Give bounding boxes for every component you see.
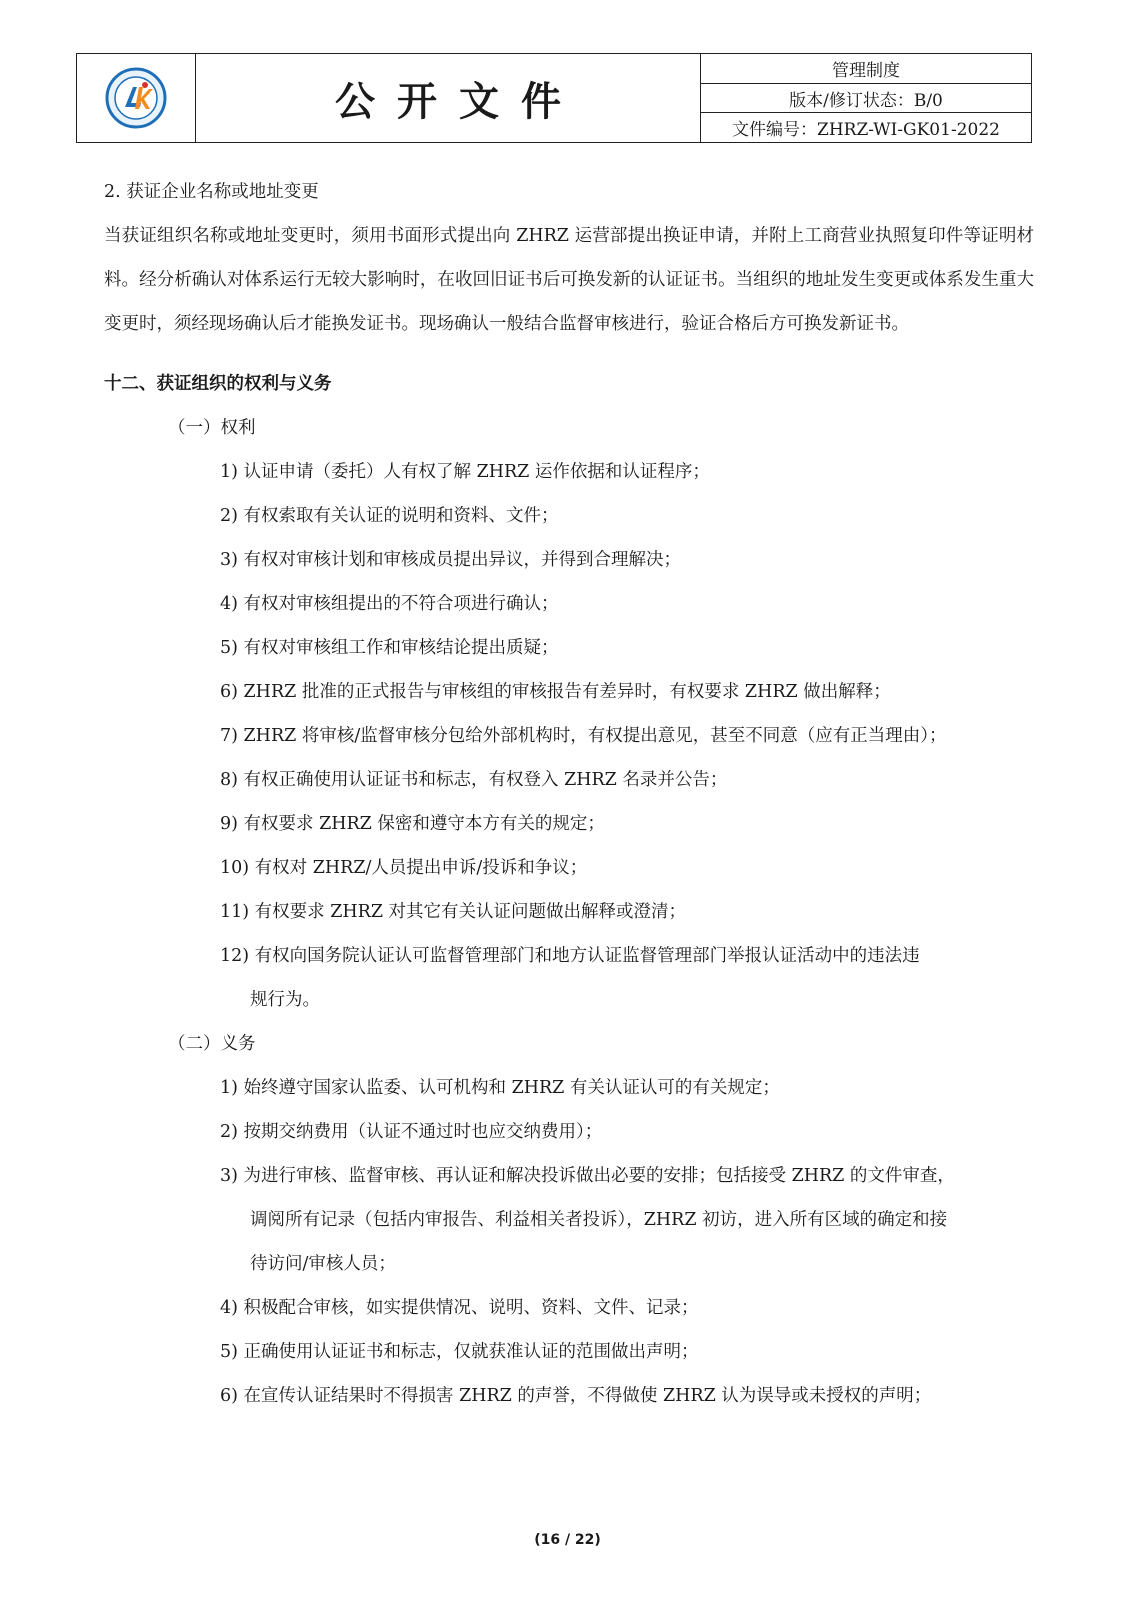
duties-item: 4) 积极配合审核，如实提供情况、说明、资料、文件、记录； bbox=[220, 1298, 699, 1318]
duties-item: 6) 在宣传认证结果时不得损害 ZHRZ 的声誉，不得做使 ZHRZ 认为误导或未授权的声明； bbox=[220, 1386, 932, 1406]
duties-item-continuation: 调阅所有记录（包括内审报告、利益相关者投诉），ZHRZ 初访，进入所有区域的确定和接 bbox=[250, 1210, 948, 1230]
doc-number: 文件编号：ZHRZ-WI-GK01-2022 bbox=[732, 120, 1000, 141]
section-12-heading: 十二、获证组织的权利与义务 bbox=[104, 374, 332, 394]
rights-item: 8) 有权正确使用认证证书和标志，有权登入 ZHRZ 名录并公告； bbox=[220, 770, 728, 790]
duties-item: 2) 按期交纳费用（认证不通过时也应交纳费用）； bbox=[220, 1122, 603, 1142]
section-2-paragraph: 当获证组织名称或地址变更时，须用书面形式提出向 ZHRZ 运营部提出换证申请，并附上工商营业执照复印件等证明材料。经分析确认对体系运行无较大影响时，在收回旧证书后可换发新的认证证书。当组织的地址发生变更或体系发生重大变更时，须经现场确认后才能换发证书。现场确认一般结合监督审核进行，验证合格后方可换发新证书。 bbox=[104, 226, 1034, 334]
rights-item: 4) 有权对审核组提出的不符合项进行确认； bbox=[220, 594, 559, 614]
rights-item-continuation: 规行为。 bbox=[250, 990, 320, 1010]
page-number: (16 / 22) bbox=[534, 1532, 601, 1548]
rights-item: 7) ZHRZ 将审核/监督审核分包给外部机构时，有权提出意见，甚至不同意（应有正当理由）； bbox=[220, 726, 947, 746]
rights-item: 6) ZHRZ 批准的正式报告与审核组的审核报告有差异时，有权要求 ZHRZ 做出解释； bbox=[220, 682, 891, 702]
rights-item: 5) 有权对审核组工作和审核结论提出质疑； bbox=[220, 638, 559, 658]
duties-heading: （二）义务 bbox=[168, 1034, 256, 1054]
rights-item: 2) 有权索取有关认证的说明和资料、文件； bbox=[220, 506, 559, 526]
rights-item: 12) 有权向国务院认证认可监督管理部门和地方认证监督管理部门举报认证活动中的违法违 bbox=[220, 946, 920, 966]
document-header bbox=[76, 53, 1032, 143]
document-meta bbox=[701, 54, 1031, 142]
duties-item: 3) 为进行审核、监督审核、再认证和解决投诉做出必要的安排；包括接受 ZHRZ 的文件审查， bbox=[220, 1166, 955, 1186]
logo-cell bbox=[77, 54, 196, 142]
duties-item: 1) 始终遵守国家认监委、认可机构和 ZHRZ 有关认证认可的有关规定； bbox=[220, 1078, 780, 1098]
rights-item: 1) 认证申请（委托）人有权了解 ZHRZ 运作依据和认证程序； bbox=[220, 462, 710, 482]
doc-category: 管理制度 bbox=[701, 54, 1031, 84]
duties-item: 5) 正确使用认证证书和标志，仅就获准认证的范围做出声明； bbox=[220, 1342, 699, 1362]
rights-item: 11) 有权要求 ZHRZ 对其它有关认证问题做出解释或澄清； bbox=[220, 902, 687, 922]
company-logo bbox=[105, 67, 167, 129]
document-title: 公开文件 bbox=[196, 54, 701, 142]
doc-version: 版本/修订状态：B/0 bbox=[701, 84, 1031, 114]
duties-item-continuation: 待访问/审核人员； bbox=[250, 1254, 396, 1274]
rights-item: 10) 有权对 ZHRZ/人员提出申诉/投诉和争议； bbox=[220, 858, 588, 878]
rights-heading: （一）权利 bbox=[168, 418, 256, 438]
document-body bbox=[104, 170, 1034, 1418]
rights-item: 3) 有权对审核计划和审核成员提出异议，并得到合理解决； bbox=[220, 550, 682, 570]
rights-item: 9) 有权要求 ZHRZ 保密和遵守本方有关的规定； bbox=[220, 814, 605, 834]
section-2-title: 2. 获证企业名称或地址变更 bbox=[104, 182, 319, 202]
